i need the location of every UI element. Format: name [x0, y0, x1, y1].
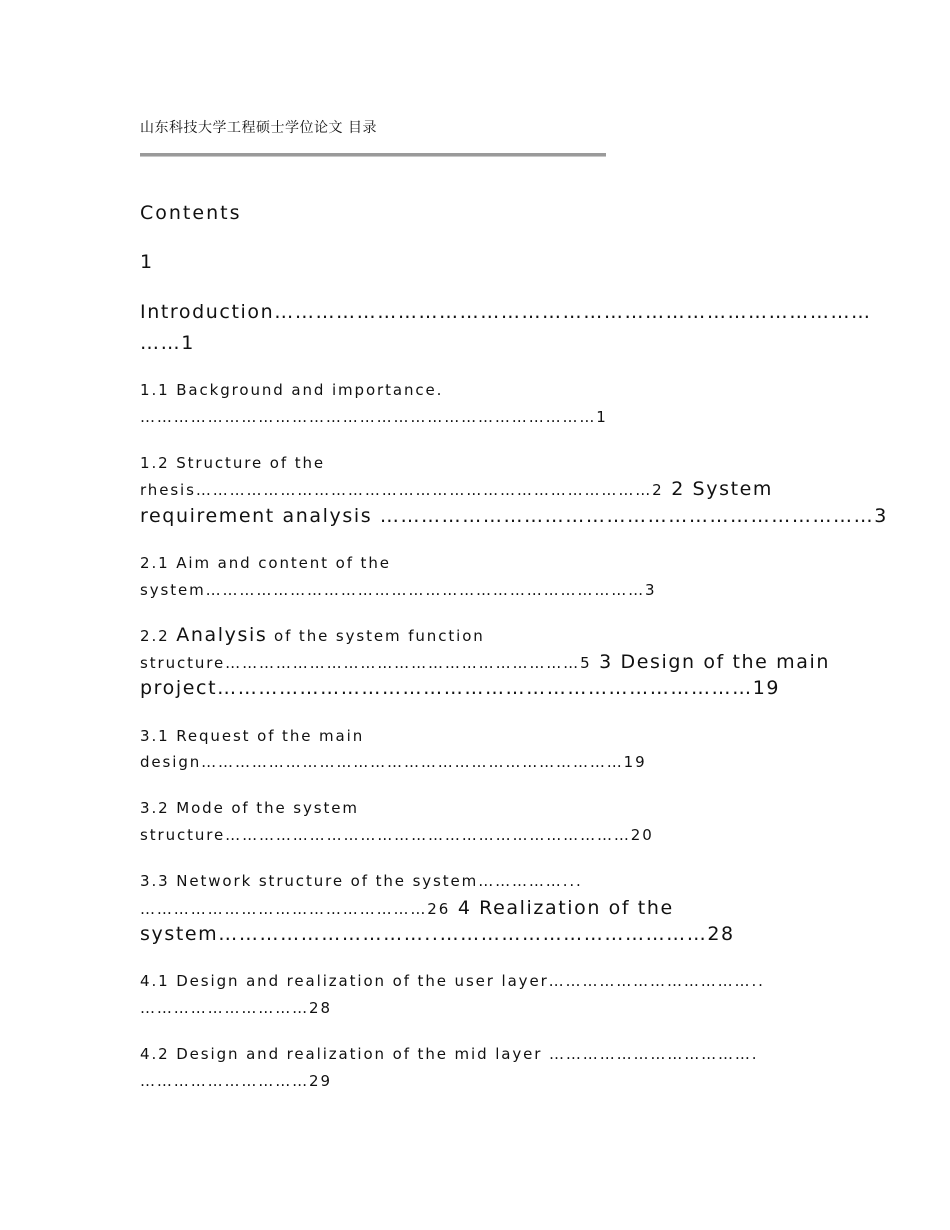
contents-title: Contents	[140, 202, 242, 224]
toc-entry-2-2-analysis: Analysis	[176, 624, 268, 646]
toc-entry-3-3: 3.3 Network structure of the system……………...	[140, 872, 583, 890]
header-rule	[140, 153, 606, 157]
toc-entry-chapter-2: 2 System	[663, 478, 774, 500]
toc-entry-2-2-dots: structure………………………………………………………5	[140, 654, 592, 672]
toc-entry-chapter-2-page: requirement analysis ………………………………………………………………3	[140, 505, 888, 527]
toc-entry-3-3-page	[140, 897, 674, 919]
toc-entry-1-1-page: ………………………………………………………………………1	[140, 408, 608, 426]
toc-entry-introduction-page: ……1	[140, 332, 195, 354]
toc-entry-2-2	[140, 624, 485, 646]
toc-entry-4-1: 4.1 Design and realization of the user layer………………………………..	[140, 972, 765, 990]
toc-entry-4-2: 4.2 Design and realization of the mid layer ……………………………….	[140, 1045, 759, 1063]
toc-entry-3-1: 3.1 Request of the main	[140, 727, 365, 745]
toc-entry-1-1: 1.1 Background and importance.	[140, 381, 444, 399]
toc-entry-3-2-page: structure………………………………………………………………20	[140, 826, 654, 844]
toc-entry-2-2-rest: of the system function	[267, 627, 485, 645]
toc-chapter-number: 1	[140, 251, 154, 273]
toc-entry-1-2: 1.2 Structure of the	[140, 454, 326, 472]
toc-entry-4-2-page: …………………………29	[140, 1072, 332, 1090]
toc-entry-chapter-3-page: project……………………………………………………………………19	[140, 677, 781, 699]
toc-entry-1-2-page	[140, 478, 773, 500]
toc-entry-2-2-page	[140, 651, 830, 673]
toc-entry-3-2: 3.2 Mode of the system	[140, 799, 359, 817]
running-header: 山东科技大学工程硕士学位论文 目录	[140, 120, 377, 136]
toc-entry-2-1-page: system……………………………………………………………………3	[140, 581, 657, 599]
toc-entry-1-2-dots: rhesis………………………………………………………………………2	[140, 481, 664, 499]
toc-entry-4-1-page: …………………………28	[140, 999, 332, 1017]
toc-entry-chapter-3: 3 Design of the main	[591, 651, 830, 673]
toc-entry-3-3-dots: ……………………………………………26	[140, 900, 451, 918]
toc-entry-chapter-4: 4 Realization of the	[450, 897, 674, 919]
toc-entry-2-2-num: 2.2	[140, 627, 177, 645]
toc-entry-introduction: Introduction……………………………………………………………………………	[140, 301, 872, 323]
toc-entry-chapter-4-page: system…………………………..…………………………………28	[140, 923, 735, 945]
toc-entry-2-1: 2.1 Aim and content of the	[140, 554, 391, 572]
toc-entry-3-1-page: design…………………………………………………………………19	[140, 753, 647, 771]
